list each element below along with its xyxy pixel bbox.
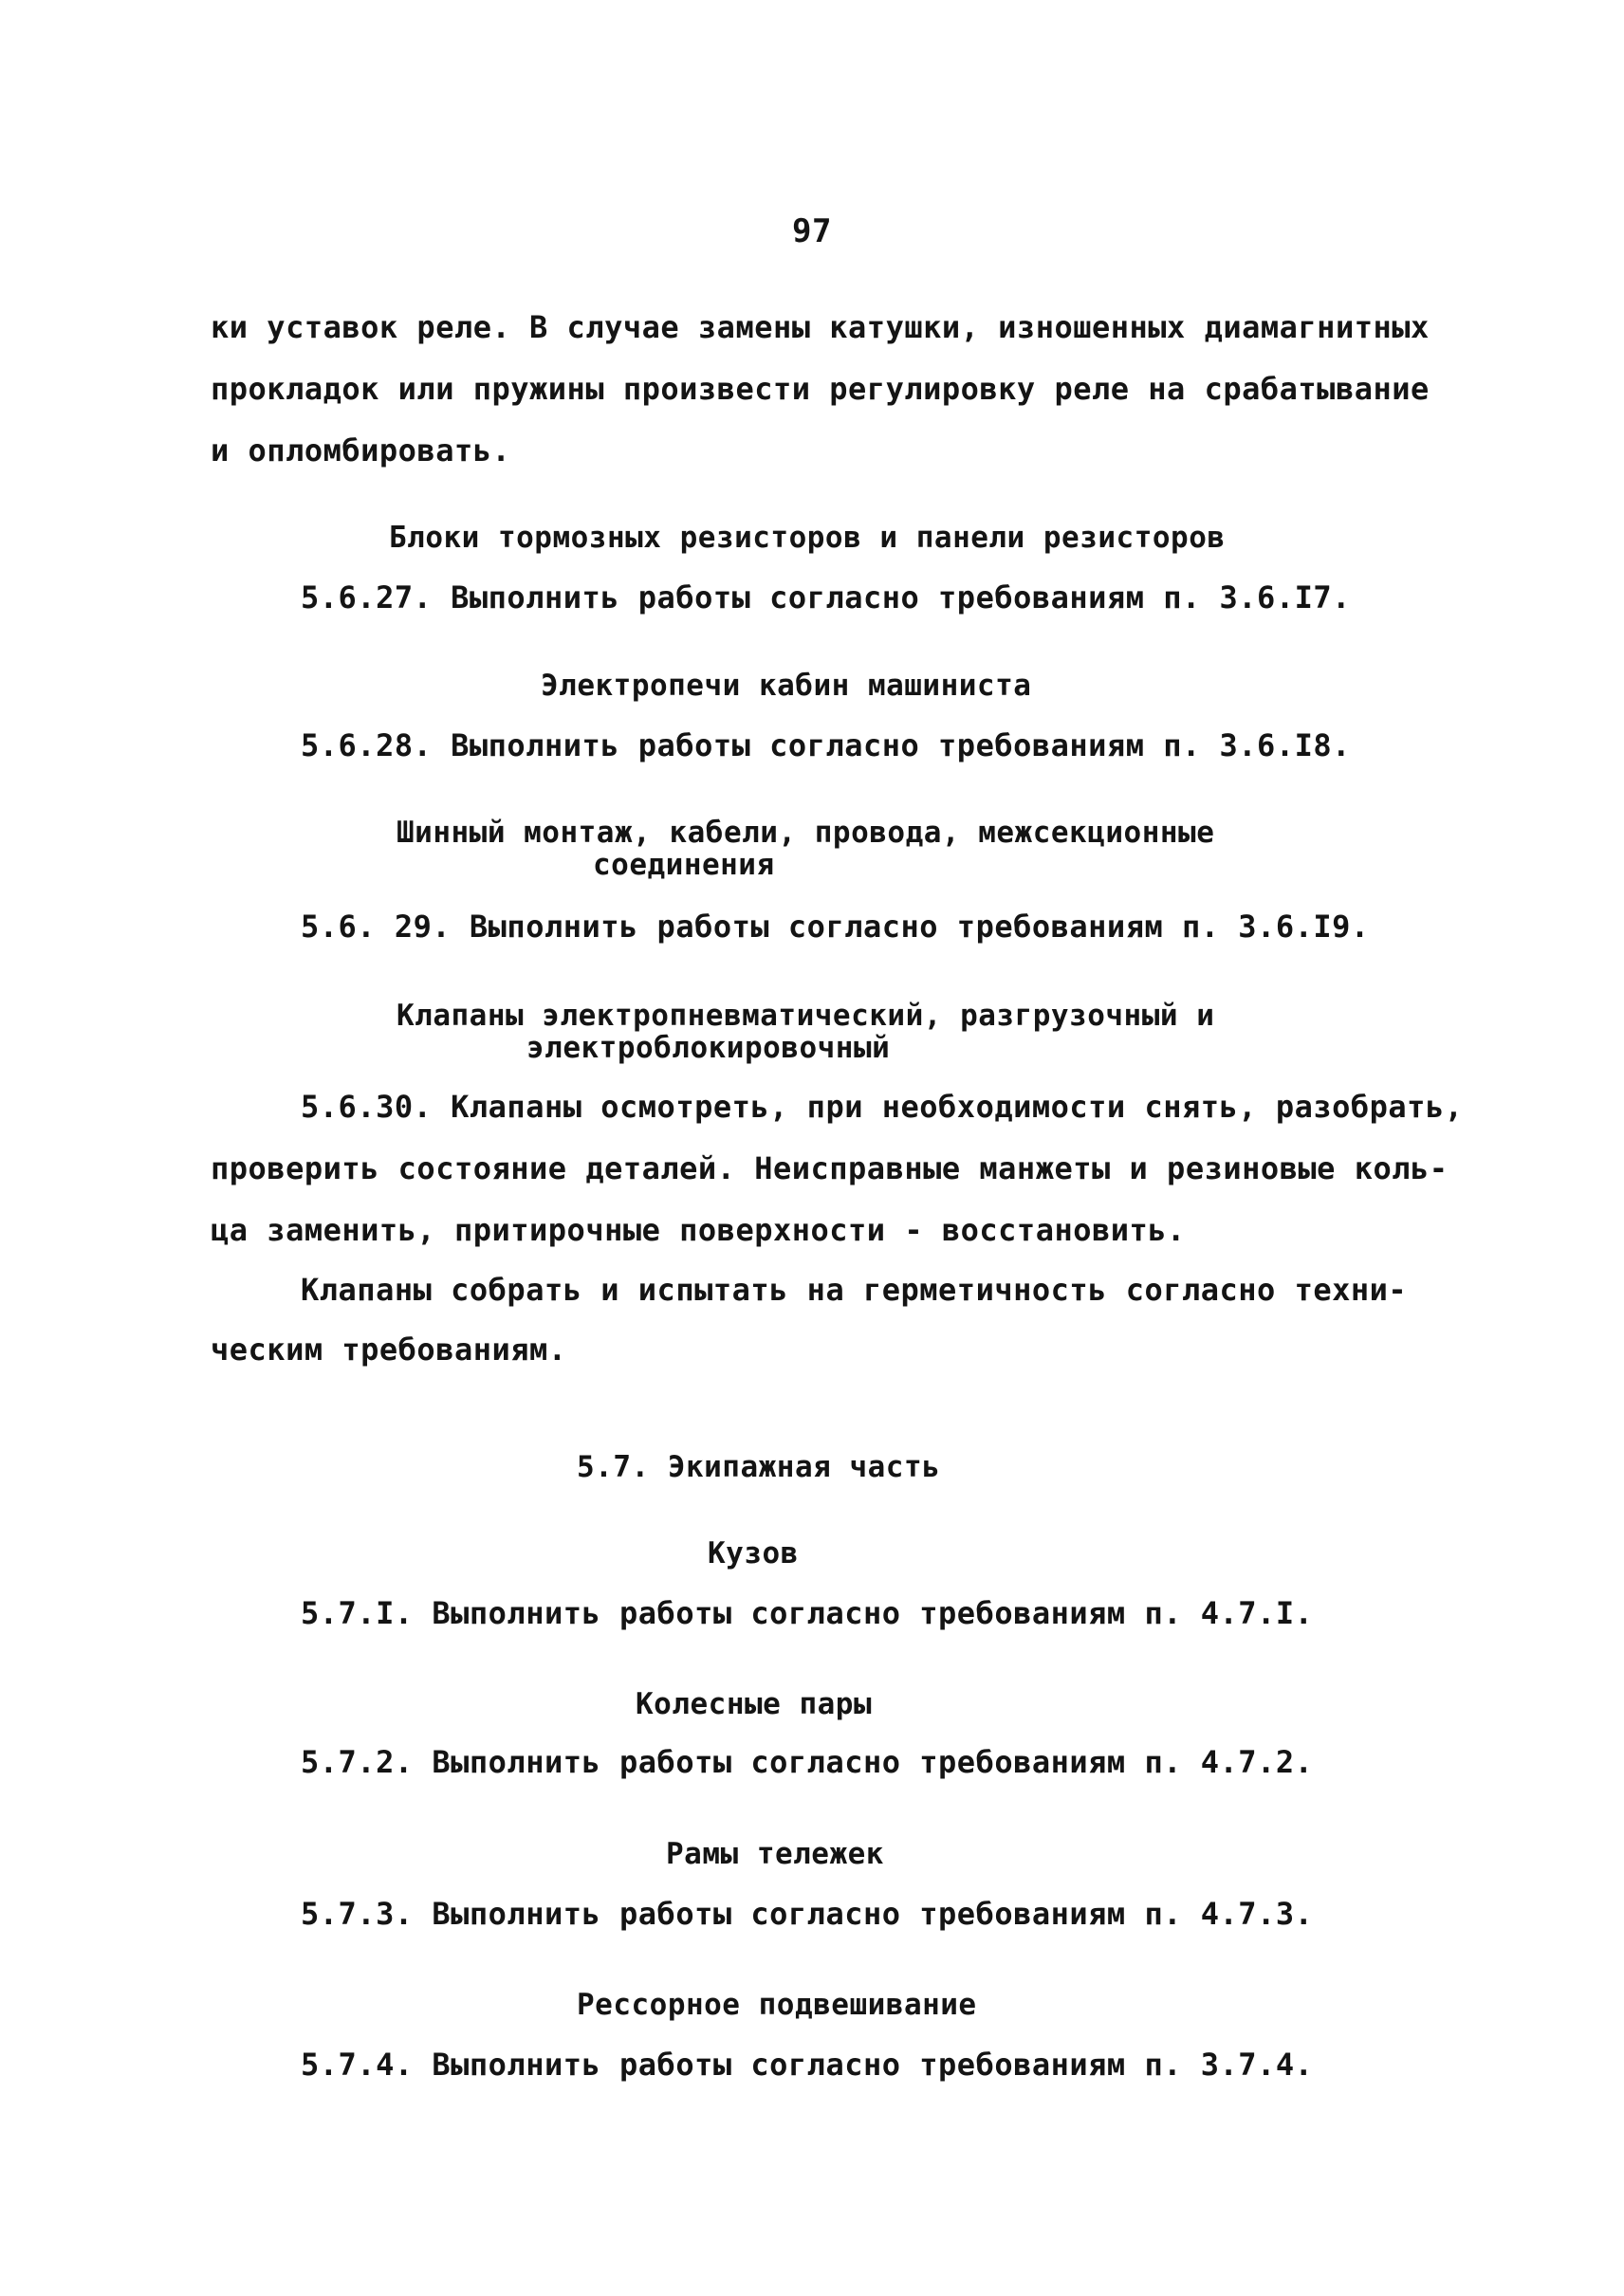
item-5-6-30-line-2: проверить состояние деталей. Неисправные манжеты и резиновые коль- xyxy=(211,1150,1449,1186)
heading-spring-suspension: Рессорное подвешивание xyxy=(577,1988,977,2022)
heading-valves-line-2: электроблокировочный xyxy=(526,1031,891,1065)
heading-bus-wiring-line-1: Шинный монтаж, кабели, провода, межсекционные xyxy=(397,816,1215,850)
item-5-7-4: 5.7.4. Выполнить работы согласно требованиям п. 3.7.4. xyxy=(301,2047,1314,2083)
intro-line-1: ки уставок реле. В случае замены катушки, изношенных диамагнитных xyxy=(211,309,1430,345)
item-5-6-30-line-3: ца заменить, притирочные поверхности - восстановить. xyxy=(211,1212,1186,1248)
item-5-7-2: 5.7.2. Выполнить работы согласно требованиям п. 4.7.2. xyxy=(301,1744,1314,1780)
item-5-6-27: 5.6.27. Выполнить работы согласно требованиям п. 3.6.I7. xyxy=(301,579,1351,615)
item-5-7-3: 5.7.3. Выполнить работы согласно требованиям п. 4.7.3. xyxy=(301,1896,1314,1932)
heading-wheelsets: Колесные пары xyxy=(636,1687,873,1721)
item-5-6-28: 5.6.28. Выполнить работы согласно требованиям п. 3.6.I8. xyxy=(301,727,1351,763)
item-5-6-29: 5.6. 29. Выполнить работы согласно требованиям п. 3.6.I9. xyxy=(301,909,1370,945)
heading-brake-resistors: Блоки тормозных резисторов и панели резисторов xyxy=(389,521,1226,555)
heading-bogie-frames: Рамы тележек xyxy=(666,1837,884,1871)
heading-bus-wiring-line-2: соединения xyxy=(593,848,775,882)
heading-running-gear: 5.7. Экипажная часть xyxy=(577,1450,941,1484)
item-5-7-1: 5.7.I. Выполнить работы согласно требованиям п. 4.7.I. xyxy=(301,1595,1314,1631)
heading-valves-line-1: Клапаны электропневматический, разгрузочный и xyxy=(397,999,1215,1033)
intro-line-2: прокладок или пружины произвести регулировку реле на срабатывание xyxy=(211,371,1430,407)
item-5-6-30-line-4: Клапаны собрать и испытать на герметичность согласно техни- xyxy=(301,1272,1408,1308)
page-number: 97 xyxy=(792,212,832,250)
heading-body: Кузов xyxy=(708,1536,799,1570)
intro-line-3: и опломбировать. xyxy=(211,432,511,468)
item-5-6-30-line-1: 5.6.30. Клапаны осмотреть, при необходимости снять, разобрать, xyxy=(301,1089,1464,1125)
item-5-6-30-line-5: ческим требованиям. xyxy=(211,1332,567,1368)
heading-cab-heaters: Электропечи кабин машиниста xyxy=(541,669,1032,703)
